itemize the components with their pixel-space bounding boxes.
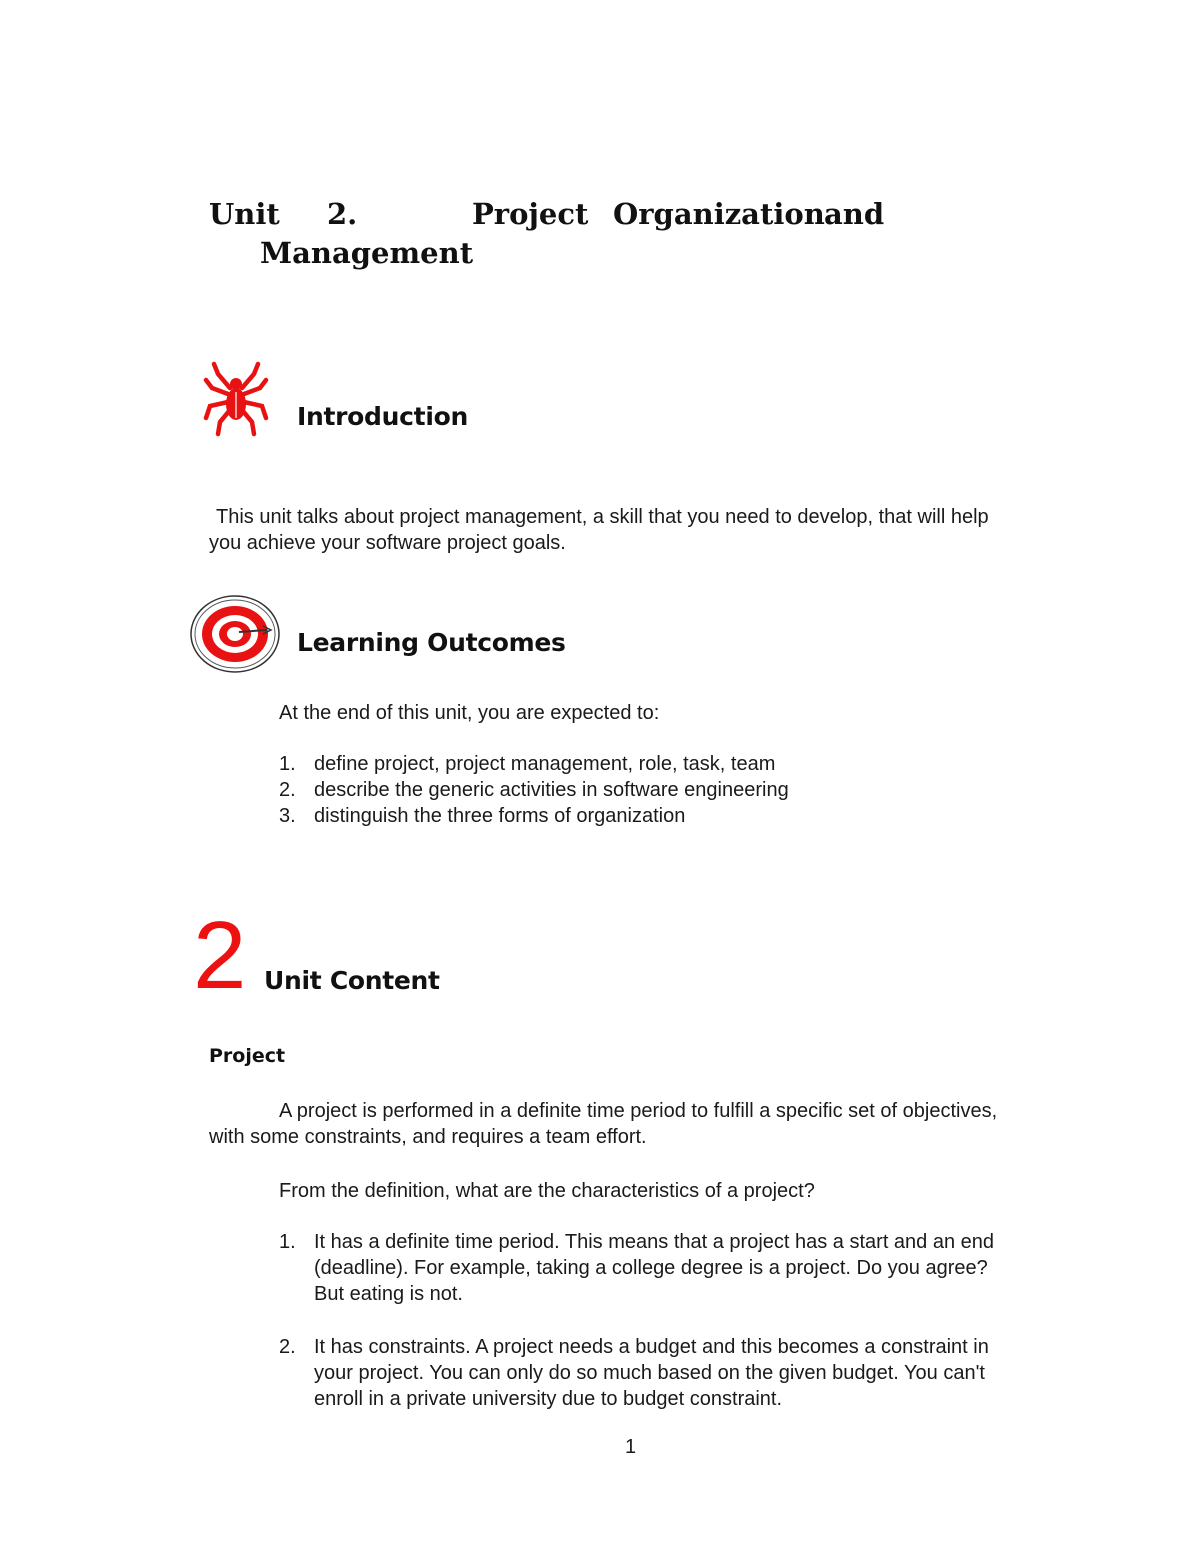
learning-outcomes-heading: Learning Outcomes (297, 628, 566, 657)
title-management: Management (260, 236, 474, 270)
list-item-text: describe the generic activities in software engineering (314, 779, 789, 801)
list-item-text: distinguish the three forms of organization (314, 805, 686, 827)
title-and: and (824, 197, 885, 231)
list-item-line: (deadline). For example, taking a college degree is a project. Do you agree? (314, 1257, 988, 1279)
list-item (279, 751, 1059, 777)
list-item-number: 2. (279, 779, 296, 801)
list-item-line: It has a definite time period. This means that a project has a start and an end (314, 1231, 995, 1253)
project-subheading: Project (209, 1045, 286, 1067)
list-item-line: your project. You can only do so much based on the given budget. You can't (314, 1362, 985, 1384)
title-unit: Unit (209, 197, 280, 231)
project-definition-line2: with some constraints, and requires a team effort. (209, 1126, 647, 1148)
title-number: 2. (327, 197, 358, 231)
list-item (279, 777, 1059, 803)
title-project: Project (472, 197, 589, 231)
list-item-number: 1. (279, 1231, 296, 1253)
list-item (279, 803, 1059, 829)
target-icon (189, 594, 285, 676)
list-item (279, 1229, 1059, 1307)
list-item-line: But eating is not. (314, 1283, 463, 1305)
list-item (279, 1334, 1059, 1412)
introduction-heading: Introduction (297, 402, 468, 431)
unit-content-heading: Unit Content (264, 966, 440, 995)
introduction-text-line2: you achieve your software project goals. (209, 532, 566, 554)
list-item-text: define project, project management, role, task, team (314, 753, 776, 775)
project-definition-line1: A project is performed in a definite time period to fulfill a specific set of objectives, (279, 1100, 998, 1122)
characteristics-question: From the definition, what are the characteristics of a project? (279, 1180, 815, 1202)
list-item-number: 3. (279, 805, 296, 827)
spider-icon (200, 358, 272, 438)
list-item-line: enroll in a private university due to budget constraint. (314, 1388, 783, 1410)
unit-number-large: 2 (193, 902, 247, 1009)
list-item-number: 1. (279, 753, 296, 775)
list-item-number: 2. (279, 1336, 296, 1358)
page-number: 1 (625, 1436, 637, 1458)
learning-outcomes-intro: At the end of this unit, you are expected to: (279, 702, 660, 724)
title-organization: Organization (613, 197, 825, 231)
introduction-text-line1: This unit talks about project management, a skill that you need to develop, that will help (216, 506, 989, 528)
list-item-line: It has constraints. A project needs a budget and this becomes a constraint in (314, 1336, 989, 1358)
